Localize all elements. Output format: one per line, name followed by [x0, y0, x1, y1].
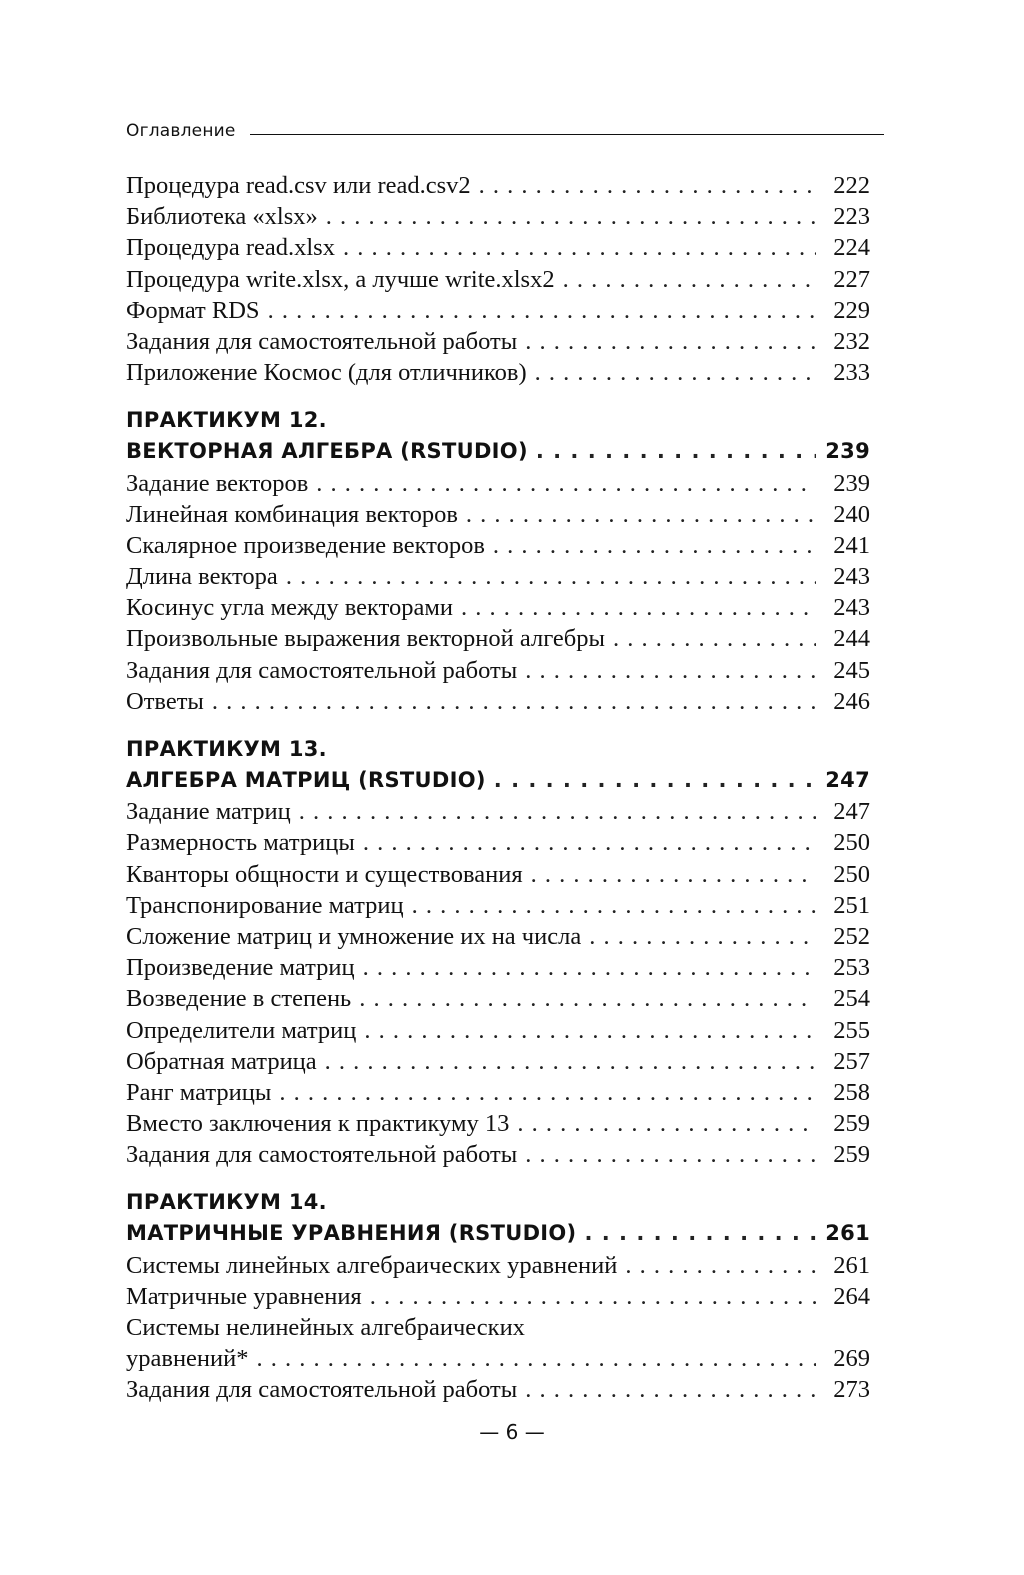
toc-entry[interactable]	[126, 1046, 870, 1077]
toc-entry-title: Скалярное произведение векторов	[126, 531, 485, 559]
toc-entry-page: 258	[833, 1078, 870, 1106]
toc-entry-page: 273	[833, 1376, 870, 1404]
toc-entry-page: 241	[833, 531, 870, 559]
section-label: ПРАКТИКУМ 14.	[126, 1190, 327, 1215]
leader-dots	[363, 952, 816, 983]
toc-entry[interactable]	[126, 686, 870, 717]
toc-entry[interactable]	[126, 859, 870, 890]
toc-entry[interactable]	[126, 655, 870, 686]
section-practicum-14	[126, 1187, 870, 1405]
toc-entry-title: Длина вектора	[126, 563, 278, 591]
toc-entry-page: 264	[833, 1282, 870, 1310]
toc-entry[interactable]	[126, 1015, 870, 1046]
toc-entry[interactable]	[126, 264, 870, 295]
toc-entry-title: Приложение Космос (для отличников)	[126, 359, 527, 387]
leader-dots	[589, 921, 816, 952]
toc-entry-page: 259	[833, 1110, 870, 1138]
toc-entry-page: 239	[833, 469, 870, 497]
section-label: ПРАКТИКУМ 12.	[126, 408, 327, 433]
section-practicum-12	[126, 405, 870, 717]
section-practicum-13	[126, 734, 870, 1170]
page-number: — 6 —	[479, 1420, 545, 1444]
leader-dots	[494, 765, 816, 796]
leader-dots	[525, 655, 816, 686]
toc-entry[interactable]	[126, 1108, 870, 1139]
leader-dots	[525, 326, 816, 357]
leader-dots	[625, 1250, 816, 1281]
leader-dots	[212, 686, 816, 717]
toc-entry-page: 252	[833, 922, 870, 950]
toc-entry-page: 246	[833, 687, 870, 715]
leader-dots	[517, 1108, 816, 1139]
toc-entry[interactable]	[126, 1250, 870, 1281]
toc-entry-page: 244	[833, 625, 870, 653]
leader-dots	[279, 1077, 816, 1108]
toc-entry-page: 232	[833, 327, 870, 355]
toc-entry-page: 253	[833, 954, 870, 982]
toc-entry-title: Размерность матрицы	[126, 829, 355, 857]
toc-entry-page: 259	[833, 1141, 870, 1169]
toc-entry-title: Задание матриц	[126, 798, 291, 826]
running-head	[126, 116, 884, 140]
toc-entry-page: 224	[833, 234, 870, 262]
toc-entry[interactable]	[126, 232, 870, 263]
toc-entry-title: Определители матриц	[126, 1016, 357, 1044]
toc-entry-page: 269	[833, 1345, 870, 1373]
toc-entry-page: 223	[833, 203, 870, 231]
section-page: 261	[825, 1221, 870, 1246]
leader-dots	[563, 264, 816, 295]
toc-entry-title: уравнений*	[126, 1345, 249, 1373]
toc-entry-page: 250	[833, 860, 870, 888]
toc-entry[interactable]	[126, 499, 870, 530]
toc-entry-page: 250	[833, 829, 870, 857]
toc-entry-title: Задания для самостоятельной работы	[126, 1376, 518, 1404]
intro-entries	[126, 170, 870, 388]
leader-dots	[325, 1046, 816, 1077]
leader-dots	[536, 436, 816, 467]
toc-entry[interactable]	[126, 890, 870, 921]
toc-entry-title: Задания для самостоятельной работы	[126, 327, 518, 355]
leader-dots	[613, 623, 816, 654]
toc-entry[interactable]	[126, 1139, 870, 1170]
toc-entry-title: Произвольные выражения векторной алгебры	[126, 625, 605, 653]
toc-entry-title: Процедура write.xlsx, а лучше write.xlsx2	[126, 265, 555, 293]
toc-entry-title: Задания для самостоятельной работы	[126, 1141, 518, 1169]
toc-entry-title: Косинус угла между векторами	[126, 594, 454, 622]
toc-entry-page: 243	[833, 563, 870, 591]
leader-dots	[370, 1281, 816, 1312]
leader-dots	[525, 1139, 816, 1170]
toc-entry-title: Обратная матрица	[126, 1047, 317, 1075]
toc-entry-title: Кванторы общности и существования	[126, 860, 523, 888]
toc-entry-title: Транспонирование матриц	[126, 891, 404, 919]
toc-entry-page: 257	[833, 1047, 870, 1075]
toc-entry[interactable]	[126, 1343, 870, 1374]
leader-dots	[535, 357, 816, 388]
toc-entry[interactable]	[126, 201, 870, 232]
toc-entry-page: 229	[833, 296, 870, 324]
toc-entry-page: 227	[833, 265, 870, 293]
toc-entry-title: Вместо заключения к практикуму 13	[126, 1110, 510, 1138]
toc-entry-page: 243	[833, 594, 870, 622]
section-title-entry[interactable]	[126, 1218, 870, 1249]
toc-entry[interactable]	[126, 623, 870, 654]
section-title-entry[interactable]	[126, 765, 870, 796]
toc-entry-page: 247	[833, 798, 870, 826]
leader-dots	[359, 983, 816, 1014]
running-head-title: Оглавление	[126, 121, 236, 141]
toc-entry-title: Линейная комбинация векторов	[126, 500, 458, 528]
toc-entry-title: Процедура read.csv или read.csv2	[126, 172, 471, 199]
toc-entry-title: Системы нелинейных алгебраических	[126, 1314, 525, 1341]
toc-entry-title: Ранг матрицы	[126, 1078, 272, 1106]
section-title: ВЕКТОРНАЯ АЛГЕБРА (RSTUDIO)	[126, 439, 528, 464]
leader-dots	[466, 499, 816, 530]
toc-entry-page: 254	[833, 985, 870, 1013]
leader-dots	[257, 1343, 816, 1374]
leader-dots	[268, 295, 816, 326]
toc-entry[interactable]	[126, 921, 870, 952]
toc-entry[interactable]	[126, 530, 870, 561]
toc-entry[interactable]	[126, 1077, 870, 1108]
section-page: 239	[825, 439, 870, 464]
leader-dots	[412, 890, 816, 921]
toc-entry[interactable]	[126, 468, 870, 499]
toc-entry-title: Формат RDS	[126, 296, 260, 324]
toc-entry-title: Сложение матриц и умножение их на числа	[126, 922, 582, 950]
section-title: МАТРИЧНЫЕ УРАВНЕНИЯ (RSTUDIO)	[126, 1221, 577, 1246]
leader-dots	[316, 468, 816, 499]
toc-entry-title: Библиотека «xlsx»	[126, 203, 318, 231]
leader-dots	[584, 1218, 816, 1249]
leader-dots	[364, 1015, 816, 1046]
section-title: АЛГЕБРА МАТРИЦ (RSTUDIO)	[126, 768, 486, 792]
toc-entry[interactable]	[126, 983, 870, 1014]
toc-entry[interactable]	[126, 827, 870, 858]
toc-entry-title: Ответы	[126, 687, 204, 715]
toc-entry-page: 255	[833, 1016, 870, 1044]
leader-dots	[299, 796, 816, 827]
toc-entry-page: 245	[833, 656, 870, 684]
toc-entry[interactable]	[126, 592, 870, 623]
leader-dots	[531, 859, 816, 890]
toc-entry-page: 251	[833, 891, 870, 919]
section-page: 247	[825, 768, 870, 792]
toc-entry-page: 233	[833, 359, 870, 387]
table-of-contents	[126, 170, 870, 1406]
toc-entry-title: Задание векторов	[126, 469, 309, 497]
toc-entry-title: Матричные уравнения	[126, 1282, 362, 1310]
toc-entry-title: Произведение матриц	[126, 954, 355, 982]
toc-entry-page: 240	[833, 500, 870, 528]
toc-entry-first-line[interactable]	[126, 1312, 870, 1343]
toc-entry[interactable]	[126, 952, 870, 983]
leader-dots	[286, 561, 816, 592]
toc-entry-title: Системы линейных алгебраических уравнений	[126, 1251, 618, 1279]
leader-dots	[363, 827, 816, 858]
toc-entry-title: Процедура read.xlsx	[126, 234, 335, 262]
running-head-rule	[250, 134, 884, 135]
toc-entry-page: 261	[833, 1251, 870, 1279]
toc-entry[interactable]	[126, 295, 870, 326]
section-label: ПРАКТИКУМ 13.	[126, 737, 327, 761]
leader-dots	[525, 1374, 816, 1405]
leader-dots	[461, 592, 816, 623]
leader-dots	[326, 201, 816, 232]
toc-entry[interactable]	[126, 170, 870, 201]
toc-entry[interactable]	[126, 561, 870, 592]
toc-entry-title: Возведение в степень	[126, 985, 352, 1013]
toc-entry[interactable]	[126, 357, 870, 388]
section-title-entry[interactable]	[126, 436, 870, 467]
leader-dots	[479, 170, 816, 201]
toc-entry[interactable]	[126, 796, 870, 827]
leader-dots	[493, 530, 816, 561]
toc-entry[interactable]	[126, 1281, 870, 1312]
toc-entry-page: 222	[833, 172, 870, 199]
leader-dots	[343, 232, 816, 263]
toc-entry[interactable]	[126, 326, 870, 357]
toc-entry[interactable]	[126, 1374, 870, 1405]
toc-entry-title: Задания для самостоятельной работы	[126, 656, 518, 684]
